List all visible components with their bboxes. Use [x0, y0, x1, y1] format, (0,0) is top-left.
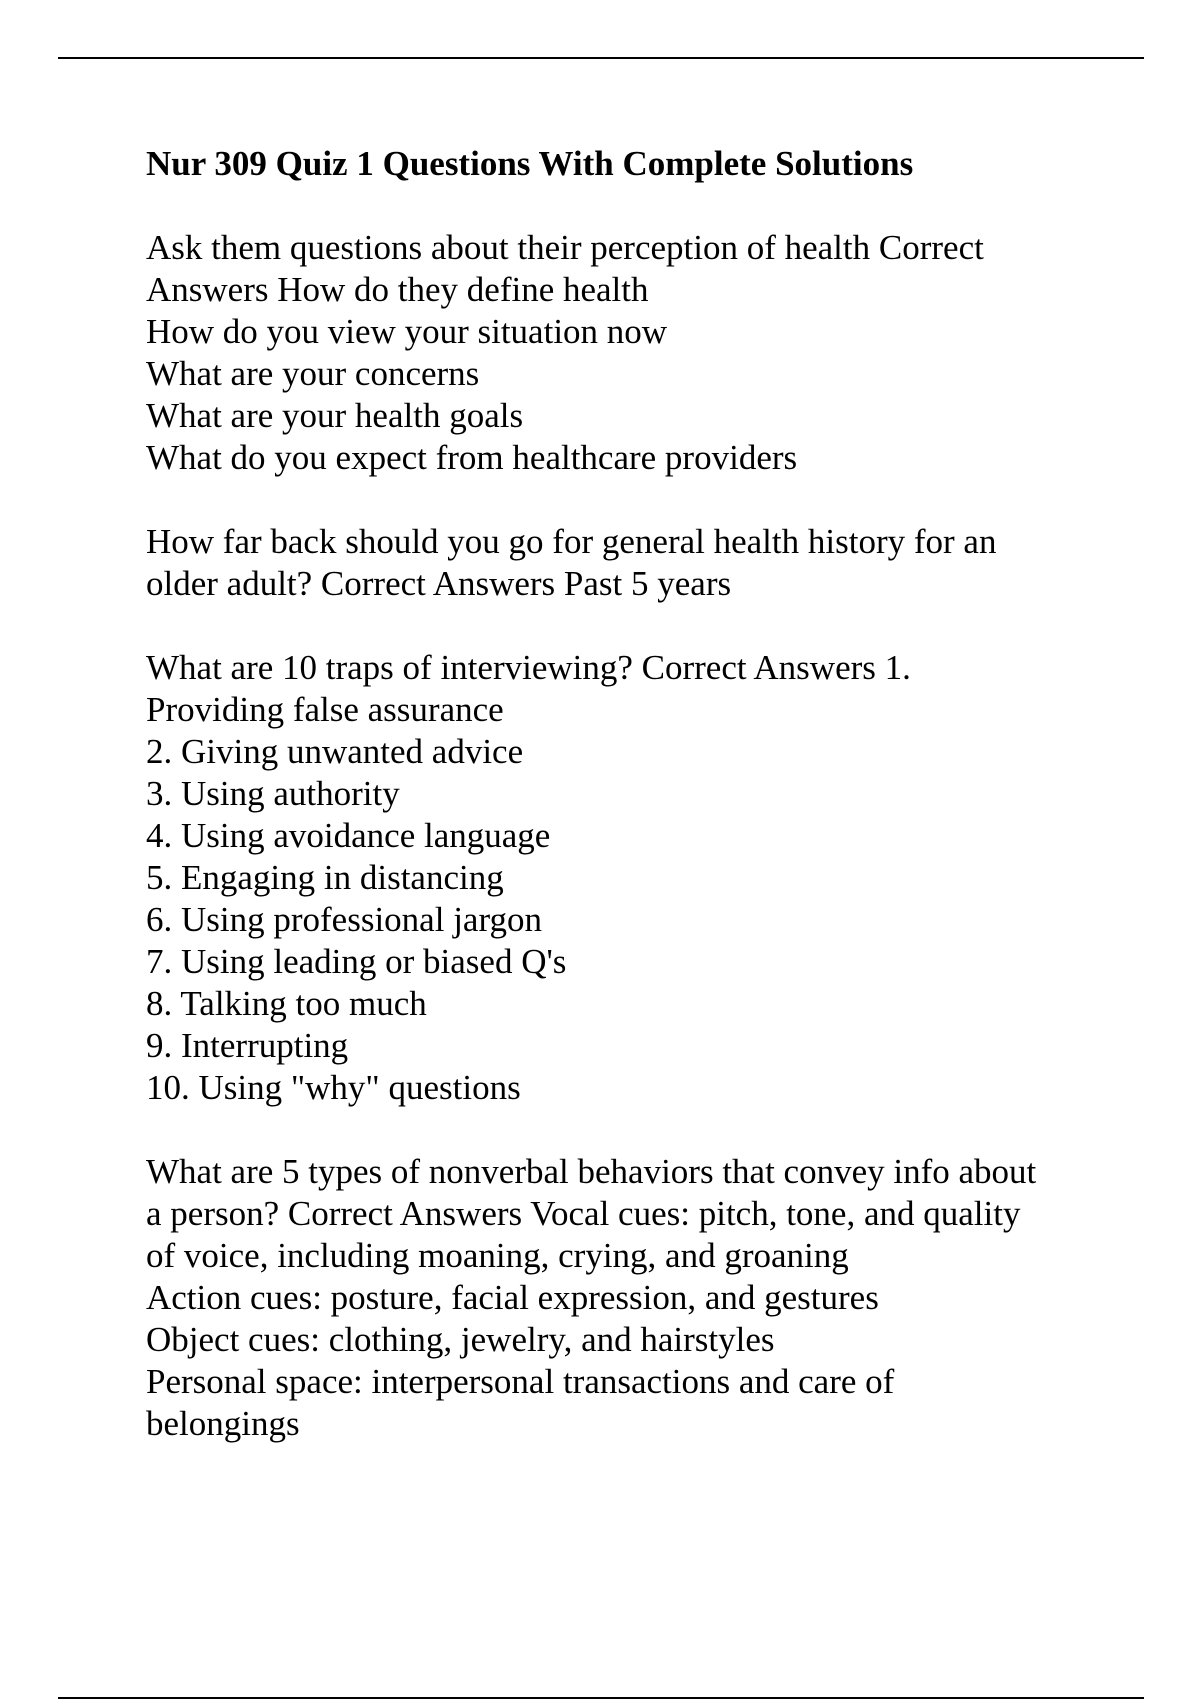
qa-block-traps [146, 647, 1096, 1109]
text-line: What are your concerns [146, 354, 480, 393]
text-line: 6. Using professional jargon [146, 900, 542, 939]
document-body [146, 143, 1096, 1445]
text-line: What do you expect from healthcare providers [146, 438, 798, 477]
text-line: 8. Talking too much [146, 984, 427, 1023]
spacer [146, 605, 1096, 647]
qa-block-perception [146, 227, 1096, 479]
text-line: Object cues: clothing, jewelry, and hairstyles [146, 1320, 775, 1359]
text-line: 3. Using authority [146, 774, 400, 813]
text-line: belongings [146, 1404, 300, 1443]
text-line: Providing false assurance [146, 690, 504, 729]
qa-block-nonverbal [146, 1151, 1096, 1445]
text-line: 2. Giving unwanted advice [146, 732, 524, 771]
text-line: 7. Using leading or biased Q's [146, 942, 567, 981]
text-line: older adult? Correct Answers Past 5 years [146, 564, 732, 603]
text-line: 4. Using avoidance language [146, 816, 551, 855]
spacer [146, 1109, 1096, 1151]
spacer [146, 479, 1096, 521]
text-line: Personal space: interpersonal transactions and care of [146, 1362, 895, 1401]
text-line: What are your health goals [146, 396, 524, 435]
text-line: a person? Correct Answers Vocal cues: pitch, tone, and quality [146, 1194, 1021, 1233]
text-line: What are 10 traps of interviewing? Correct Answers 1. [146, 648, 911, 687]
text-line: Answers How do they define health [146, 270, 649, 309]
text-line: How far back should you go for general health history for an [146, 522, 997, 561]
text-line: Action cues: posture, facial expression, and gestures [146, 1278, 879, 1317]
spacer [146, 185, 1096, 227]
text-line: of voice, including moaning, crying, and groaning [146, 1236, 849, 1275]
text-line: 10. Using "why" questions [146, 1068, 521, 1107]
bottom-rule [58, 1697, 1144, 1699]
qa-block-history [146, 521, 1096, 605]
top-rule [58, 57, 1144, 59]
text-line: 9. Interrupting [146, 1026, 349, 1065]
text-line: What are 5 types of nonverbal behaviors that convey info about [146, 1152, 1037, 1191]
text-line: 5. Engaging in distancing [146, 858, 504, 897]
document-title: Nur 309 Quiz 1 Questions With Complete Solutions [146, 144, 914, 183]
text-line: Ask them questions about their perception of health Correct [146, 228, 984, 267]
text-line: How do you view your situation now [146, 312, 668, 351]
